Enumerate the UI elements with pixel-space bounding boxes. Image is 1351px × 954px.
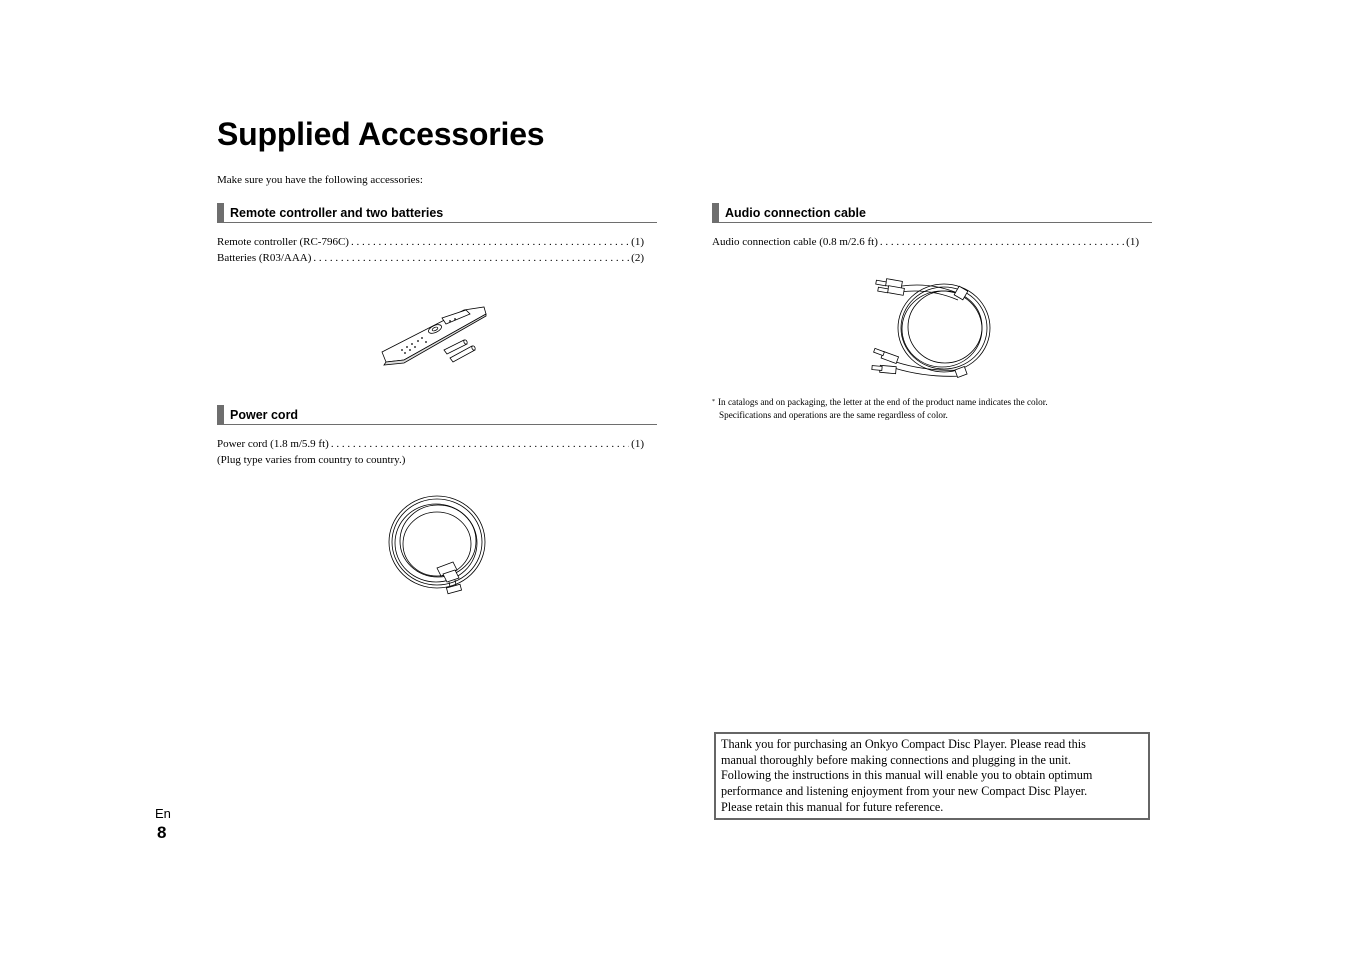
footnote-marker: * bbox=[712, 399, 715, 405]
list-item-audio-cable bbox=[712, 234, 1139, 250]
plug-type-note: (Plug type varies from country to country.) bbox=[217, 454, 406, 466]
item-label: Audio connection cable (0.8 m/2.6 ft) bbox=[712, 236, 878, 248]
thank-you-box bbox=[714, 732, 1150, 820]
section-heading-power-label: Power cord bbox=[230, 408, 299, 422]
item-qty: (1) bbox=[631, 236, 644, 248]
remote-item-list bbox=[217, 234, 644, 266]
item-label: Batteries (R03/AAA) bbox=[217, 252, 312, 264]
page-title: Supplied Accessories bbox=[217, 116, 545, 152]
thank-you-line: Thank you for purchasing an Onkyo Compact Disc Player. Please read this bbox=[721, 737, 1086, 751]
item-qty: (1) bbox=[631, 438, 644, 450]
dot-leader bbox=[313, 250, 629, 266]
page-language: En bbox=[155, 806, 171, 821]
audio-item-list bbox=[712, 234, 1139, 250]
thank-you-line: performance and listening enjoyment from your new Compact Disc Player. bbox=[721, 784, 1088, 799]
item-qty: (2) bbox=[631, 252, 644, 264]
remote-controller-illustration bbox=[380, 302, 490, 368]
item-label: Power cord (1.8 m/5.9 ft) bbox=[217, 438, 329, 450]
list-item-batteries bbox=[217, 250, 644, 266]
power-cord-illustration bbox=[385, 490, 491, 598]
color-footnote bbox=[712, 396, 1048, 422]
item-qty: (1) bbox=[1126, 236, 1139, 248]
dot-leader bbox=[331, 436, 629, 452]
list-item-power-cord bbox=[217, 436, 644, 452]
power-item-list bbox=[217, 436, 644, 468]
section-heading-remote bbox=[217, 203, 657, 223]
intro-text: Make sure you have the following accessories: bbox=[217, 174, 423, 186]
thank-you-line: Following the instructions in this manual will enable you to obtain optimum bbox=[721, 768, 1093, 783]
item-label: Remote controller (RC-796C) bbox=[217, 236, 349, 248]
section-heading-power bbox=[217, 405, 657, 425]
dot-leader bbox=[351, 234, 629, 250]
footnote-line-2: Specifications and operations are the same regardless of color. bbox=[719, 410, 948, 420]
section-heading-audio-label: Audio connection cable bbox=[725, 206, 866, 220]
footnote-line-1: In catalogs and on packaging, the letter at the end of the product name indicates the color. bbox=[718, 397, 1048, 407]
section-heading-remote-label: Remote controller and two batteries bbox=[230, 206, 444, 220]
audio-cable-illustration bbox=[872, 272, 996, 382]
list-item-remote-controller bbox=[217, 234, 644, 250]
thank-you-line: Please retain this manual for future reference. bbox=[721, 799, 944, 814]
page-number: 8 bbox=[157, 823, 167, 842]
thank-you-line: manual thoroughly before making connections and plugging in the unit. bbox=[721, 752, 1071, 767]
section-heading-audio bbox=[712, 203, 1152, 223]
dot-leader bbox=[880, 234, 1124, 250]
